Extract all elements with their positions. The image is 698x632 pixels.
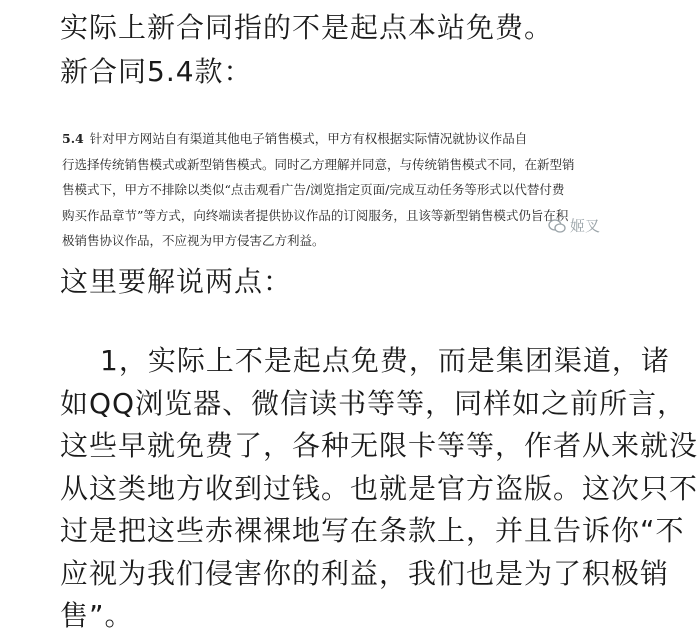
contract-excerpt: [62, 126, 582, 254]
body-line: 如QQ浏览器、微信读书等等，同样如之前所言，: [60, 387, 687, 420]
excerpt-line: 5.4 针对甲方网站自有渠道其他电子销售模式，甲方有权根据实际情况就协议作品自: [62, 131, 528, 146]
wechat-icon: [548, 219, 566, 233]
heading-explain: 这里要解说两点：: [60, 265, 293, 298]
body-line: 售”。: [60, 599, 134, 632]
body-line: 这些早就免费了，各种无限卡等等，作者从来就没: [60, 429, 698, 462]
body-line: 1，实际上不是起点免费，而是集团渠道，诸: [100, 344, 670, 377]
heading-new-contract: 实际上新合同指的不是起点本站免费。: [60, 11, 554, 44]
body-line: 从这类地方收到过钱。也就是官方盗版。这次只不: [60, 472, 698, 505]
body-line: 应视为我们侵害你的利益，我们也是为了积极销: [60, 557, 670, 590]
watermark: [548, 215, 600, 236]
excerpt-line: 极销售协议作品，不应视为甲方侵害乙方利益。: [62, 233, 325, 248]
excerpt-line: 行选择传统销售模式或新型销售模式。同时乙方理解并同意，与传统销售模式不同，在新型销: [62, 156, 575, 172]
clause-number: 5.4: [62, 131, 84, 146]
excerpt-line: 售模式下，甲方不排除以类似“点击观看广告/浏览指定页面/完成互动任务等形式以代替付费: [62, 182, 565, 197]
body-line: 过是把这些赤裸裸地写在条款上，并且告诉你“不: [60, 514, 685, 547]
watermark-text: 姬叉: [570, 217, 601, 235]
excerpt-line: 购买作品章节”等方式，向终端读者提供协议作品的订阅服务，且该等新型销售模式仍旨在积: [62, 207, 569, 223]
heading-clause: 新合同5.4款：: [60, 55, 253, 88]
